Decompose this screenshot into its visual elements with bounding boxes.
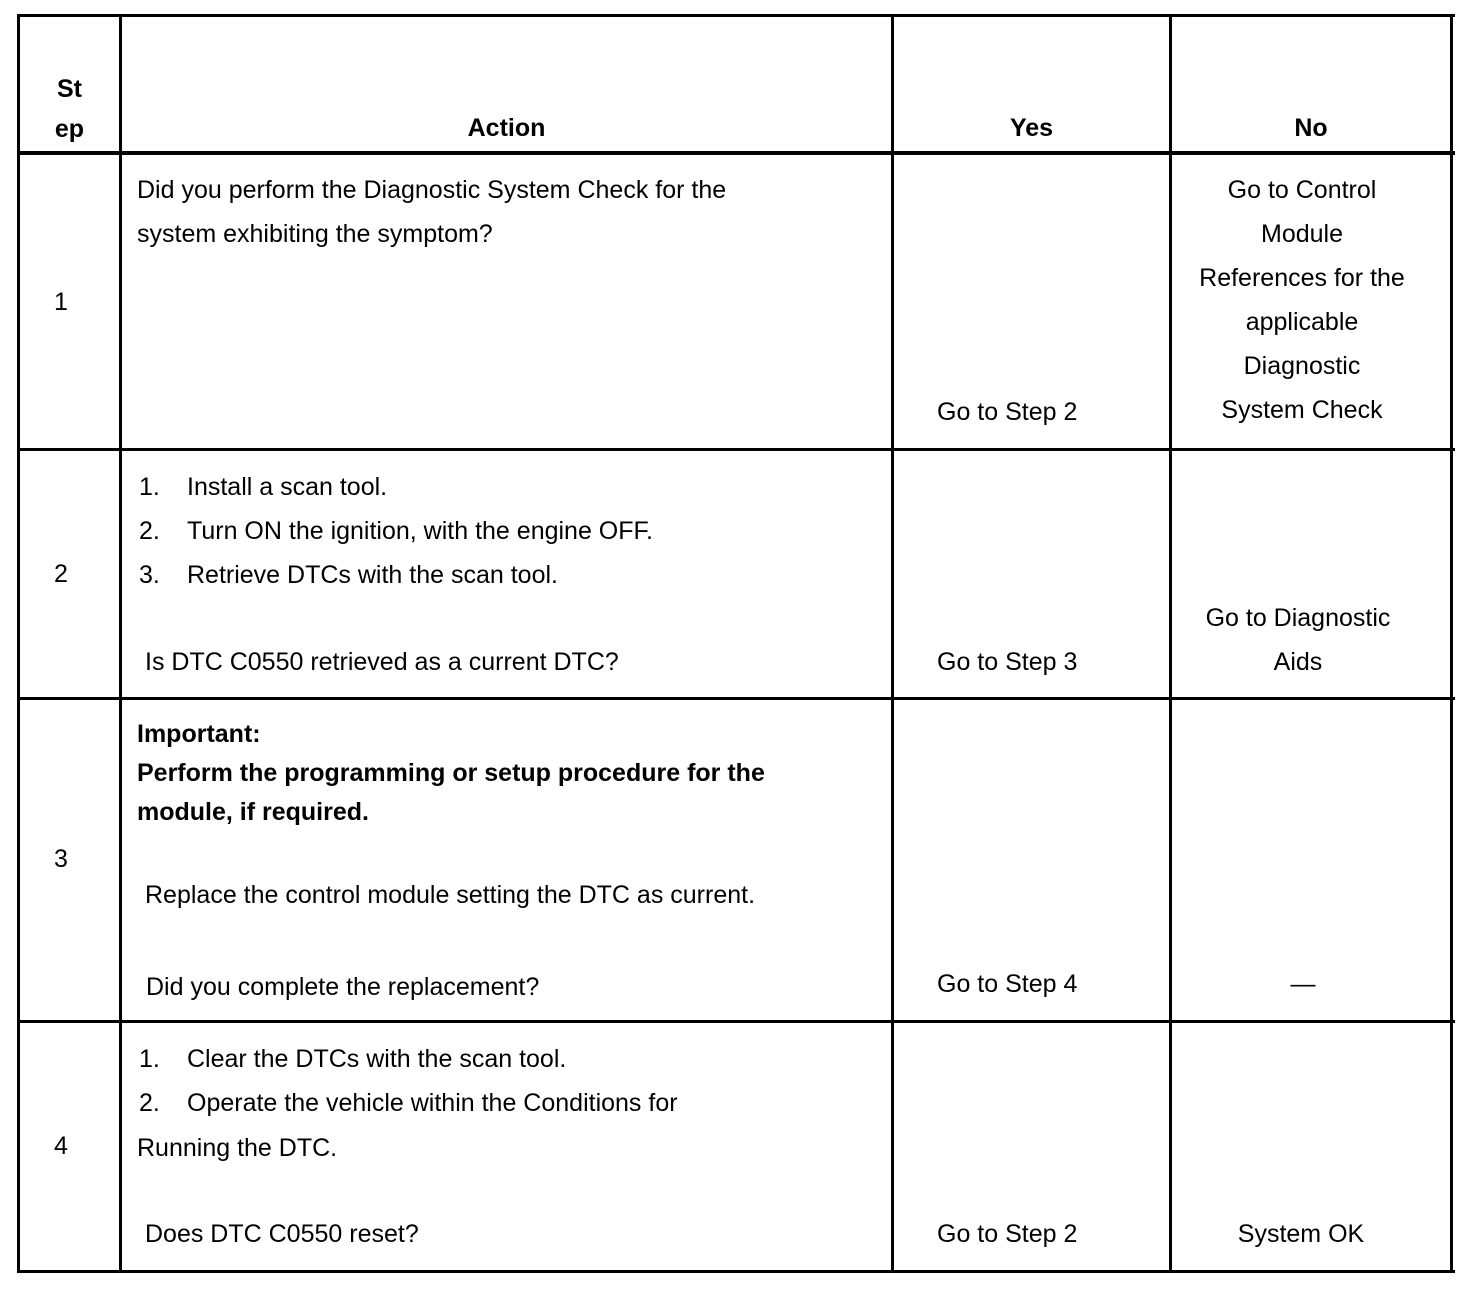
substep-number: 1. <box>139 473 160 501</box>
table-border-right <box>1450 14 1453 1273</box>
substep-text: Operate the vehicle within the Conditions for <box>187 1089 678 1117</box>
action-question: Does DTC C0550 reset? <box>145 1220 419 1248</box>
no-result-line: Module <box>1261 220 1343 248</box>
substep <box>139 553 653 597</box>
header-action: Action <box>467 114 546 142</box>
important-text: Perform the programming or setup procedure for the <box>137 759 765 787</box>
action-question: Did you complete the replacement? <box>146 973 540 1001</box>
substep-number: 3. <box>139 561 160 589</box>
no-result <box>1172 596 1424 684</box>
no-result <box>1172 168 1432 432</box>
no-result: — <box>1290 970 1316 998</box>
action-substeps <box>139 465 653 597</box>
header-divider <box>17 151 1455 155</box>
step-number: 3 <box>54 845 68 873</box>
yes-result: Go to Step 3 <box>937 648 1078 676</box>
header-step <box>20 69 119 149</box>
step-number: 1 <box>54 288 68 316</box>
action-line: system exhibiting the symptom? <box>137 220 493 248</box>
action-substeps <box>139 1037 678 1125</box>
table-border-top <box>17 14 1455 17</box>
substep <box>139 1037 678 1081</box>
column-divider <box>891 14 894 1273</box>
table-border-left <box>17 14 20 1273</box>
action-text <box>137 168 726 256</box>
substep-text: Clear the DTCs with the scan tool. <box>187 1045 567 1073</box>
substep-text: Install a scan tool. <box>187 473 388 501</box>
step-number: 2 <box>54 560 68 588</box>
important-note <box>137 715 765 832</box>
substep-number: 1. <box>139 1045 160 1073</box>
substep-text: Retrieve DTCs with the scan tool. <box>187 561 558 589</box>
yes-result: Go to Step 2 <box>937 1220 1078 1248</box>
substep <box>139 465 653 509</box>
no-result-line: System Check <box>1221 396 1383 424</box>
action-line: Did you perform the Diagnostic System Check for the <box>137 176 727 204</box>
row-divider <box>17 448 1455 451</box>
step-number: 4 <box>54 1132 68 1160</box>
substep <box>139 509 653 553</box>
substep-continuation: Running the DTC. <box>137 1134 338 1162</box>
substep <box>139 1081 678 1125</box>
header-yes: Yes <box>1009 114 1054 142</box>
no-result-line: Go to Control <box>1227 176 1377 204</box>
row-divider <box>17 1020 1455 1023</box>
substep-number: 2. <box>139 517 160 545</box>
substep-text: Turn ON the ignition, with the engine OFF. <box>187 517 653 545</box>
yes-result: Go to Step 4 <box>937 970 1078 998</box>
no-result-line: Go to Diagnostic <box>1205 604 1391 632</box>
important-label: Important: <box>137 720 261 748</box>
column-divider <box>119 14 122 1273</box>
no-result-line: applicable <box>1245 308 1359 336</box>
no-result-line: References for the <box>1199 264 1405 292</box>
table-border-bottom <box>17 1270 1455 1273</box>
header-no: No <box>1294 114 1328 142</box>
no-result-line: Aids <box>1273 648 1323 676</box>
header-step-line2: ep <box>54 115 85 143</box>
substep-number: 2. <box>139 1089 160 1117</box>
important-text: module, if required. <box>137 798 369 826</box>
action-instruction: Replace the control module setting the DTC as current. <box>145 881 756 909</box>
yes-result: Go to Step 2 <box>937 398 1078 426</box>
no-result-line: Diagnostic <box>1243 352 1361 380</box>
header-step-line1: St <box>57 75 82 103</box>
no-result: System OK <box>1237 1220 1365 1248</box>
row-divider <box>17 697 1455 700</box>
action-question: Is DTC C0550 retrieved as a current DTC? <box>145 648 619 676</box>
